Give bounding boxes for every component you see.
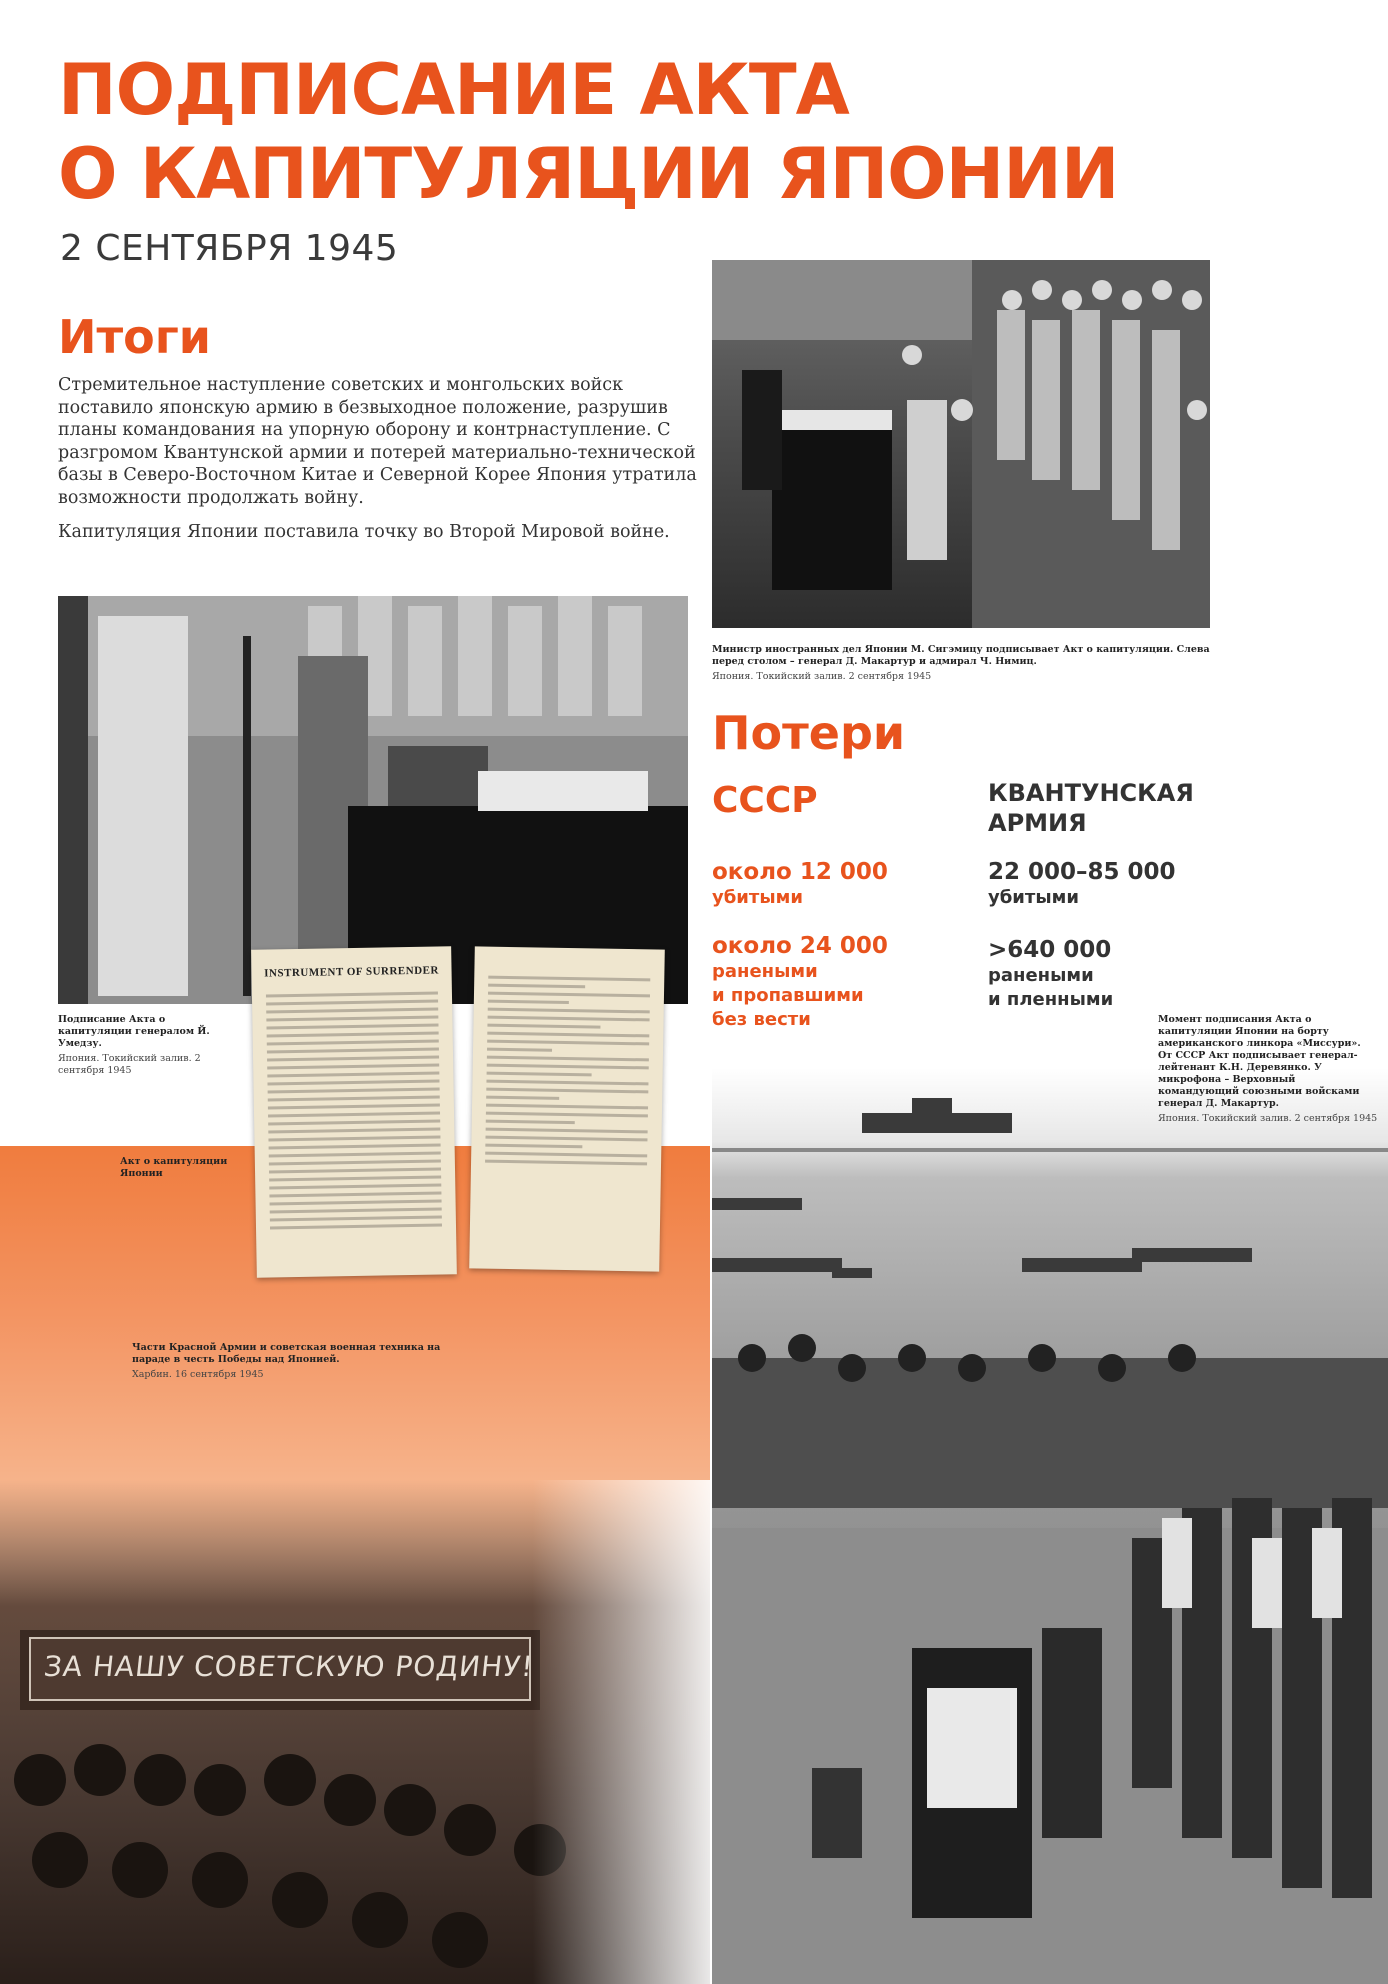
caption-shigemitsu-title: Министр иностранных дел Японии М. Сигэмицу подписывает Акт о капитуляции. Слева перед столом – генерал Д. Макартур и адмирал Ч. Нимиц. xyxy=(712,644,1210,667)
ussr-wounded-label-2: и пропавшими xyxy=(712,985,864,1006)
caption-parade-sub: Харбин. 16 сентября 1945 xyxy=(132,1369,264,1380)
caption-parade xyxy=(132,1342,472,1381)
photo-shigemitsu-signing xyxy=(712,260,1210,628)
title-line-2: О КАПИТУЛЯЦИИ ЯПОНИИ xyxy=(58,133,1119,215)
caption-umedzu-sub: Япония. Токийский залив. 2 сентября 1945 xyxy=(58,1053,201,1076)
caption-umedzu-title: Подписание Акта о капитуляции генералом Й. Умедзу. xyxy=(58,1014,210,1049)
photo-harbin-parade xyxy=(0,1480,710,1984)
caption-act-title: Акт о капитуляции Японии xyxy=(120,1156,228,1179)
kwantung-killed-stat xyxy=(988,858,1176,910)
instrument-of-surrender-page-2 xyxy=(469,946,665,1271)
kwantung-captured-stat xyxy=(988,936,1113,1012)
ussr-killed-stat xyxy=(712,858,888,910)
parade-banner-text: ЗА НАШУ СОВЕТСКУЮ РОДИНУ! xyxy=(42,1650,536,1683)
kwantung-captured-label-1: ранеными xyxy=(988,965,1094,986)
document-signature-lines xyxy=(471,946,665,1180)
ussr-wounded-label-3: без вести xyxy=(712,1009,811,1030)
itogi-paragraph-2: Капитуляция Японии поставила точку во Второй Мировой войне. xyxy=(58,522,670,542)
photo-missouri-signing xyxy=(712,1068,1388,1984)
caption-missouri xyxy=(1158,1014,1378,1125)
kwantung-killed-value: 22 000–85 000 xyxy=(988,859,1176,885)
title-line-1: ПОДПИСАНИЕ АКТА xyxy=(58,49,849,131)
caption-umedzu xyxy=(58,1014,238,1077)
kwantung-captured-label-2: и пленными xyxy=(988,989,1114,1010)
photo-umedzu-signing xyxy=(58,596,688,1004)
caption-missouri-sub: Япония. Токийский залив. 2 сентября 1945 xyxy=(1158,1113,1378,1124)
document-heading: INSTRUMENT OF SURRENDER xyxy=(264,964,439,980)
caption-parade-title: Части Красной Армии и советская военная техника на параде в честь Победы над Японией. xyxy=(132,1342,441,1365)
itogi-heading: Итоги xyxy=(58,310,212,364)
page-date: 2 СЕНТЯБРЯ 1945 xyxy=(60,228,399,269)
kwantung-killed-label: убитыми xyxy=(988,887,1079,908)
caption-shigemitsu xyxy=(712,644,1212,683)
itogi-text xyxy=(58,374,698,556)
document-text-lines xyxy=(252,976,457,1244)
kwantung-heading xyxy=(988,778,1238,838)
ussr-wounded-label-1: ранеными xyxy=(712,961,818,982)
ussr-wounded-stat xyxy=(712,932,888,1032)
ussr-killed-value: около 12 000 xyxy=(712,859,888,885)
page-title xyxy=(58,48,1158,216)
kwantung-heading-line-2: АРМИЯ xyxy=(988,809,1087,837)
ussr-heading: СССР xyxy=(712,780,818,821)
kwantung-heading-line-1: КВАНТУНСКАЯ xyxy=(988,779,1194,807)
ussr-wounded-value: около 24 000 xyxy=(712,933,888,959)
caption-shigemitsu-sub: Япония. Токийский залив. 2 сентября 1945 xyxy=(712,671,932,682)
caption-missouri-title: Момент подписания Акта о капитуляции Японии на борту американского линкора «Миссури». От СССР Акт подписывает генерал-лейтенант К.Н. Деревянко. У микрофона – Верховный командующий союзными войсками генерал Д. Макартур. xyxy=(1158,1014,1361,1109)
caption-act xyxy=(120,1156,240,1180)
poteri-heading: Потери xyxy=(712,706,906,760)
instrument-of-surrender-page-1 xyxy=(251,946,457,1277)
kwantung-captured-value: >640 000 xyxy=(988,937,1112,963)
ussr-killed-label: убитыми xyxy=(712,887,803,908)
itogi-paragraph-1: Стремительное наступление советских и монгольских войск поставило японскую армию в безвыходное положение, разрушив планы командования на упорную оборону и контрнаступление. С разгромом Квантунской армии и потерей материально-технической базы в Северо-Восточном Китае и Северной Корее Япония утратила возможности продолжать войну. xyxy=(58,375,697,508)
